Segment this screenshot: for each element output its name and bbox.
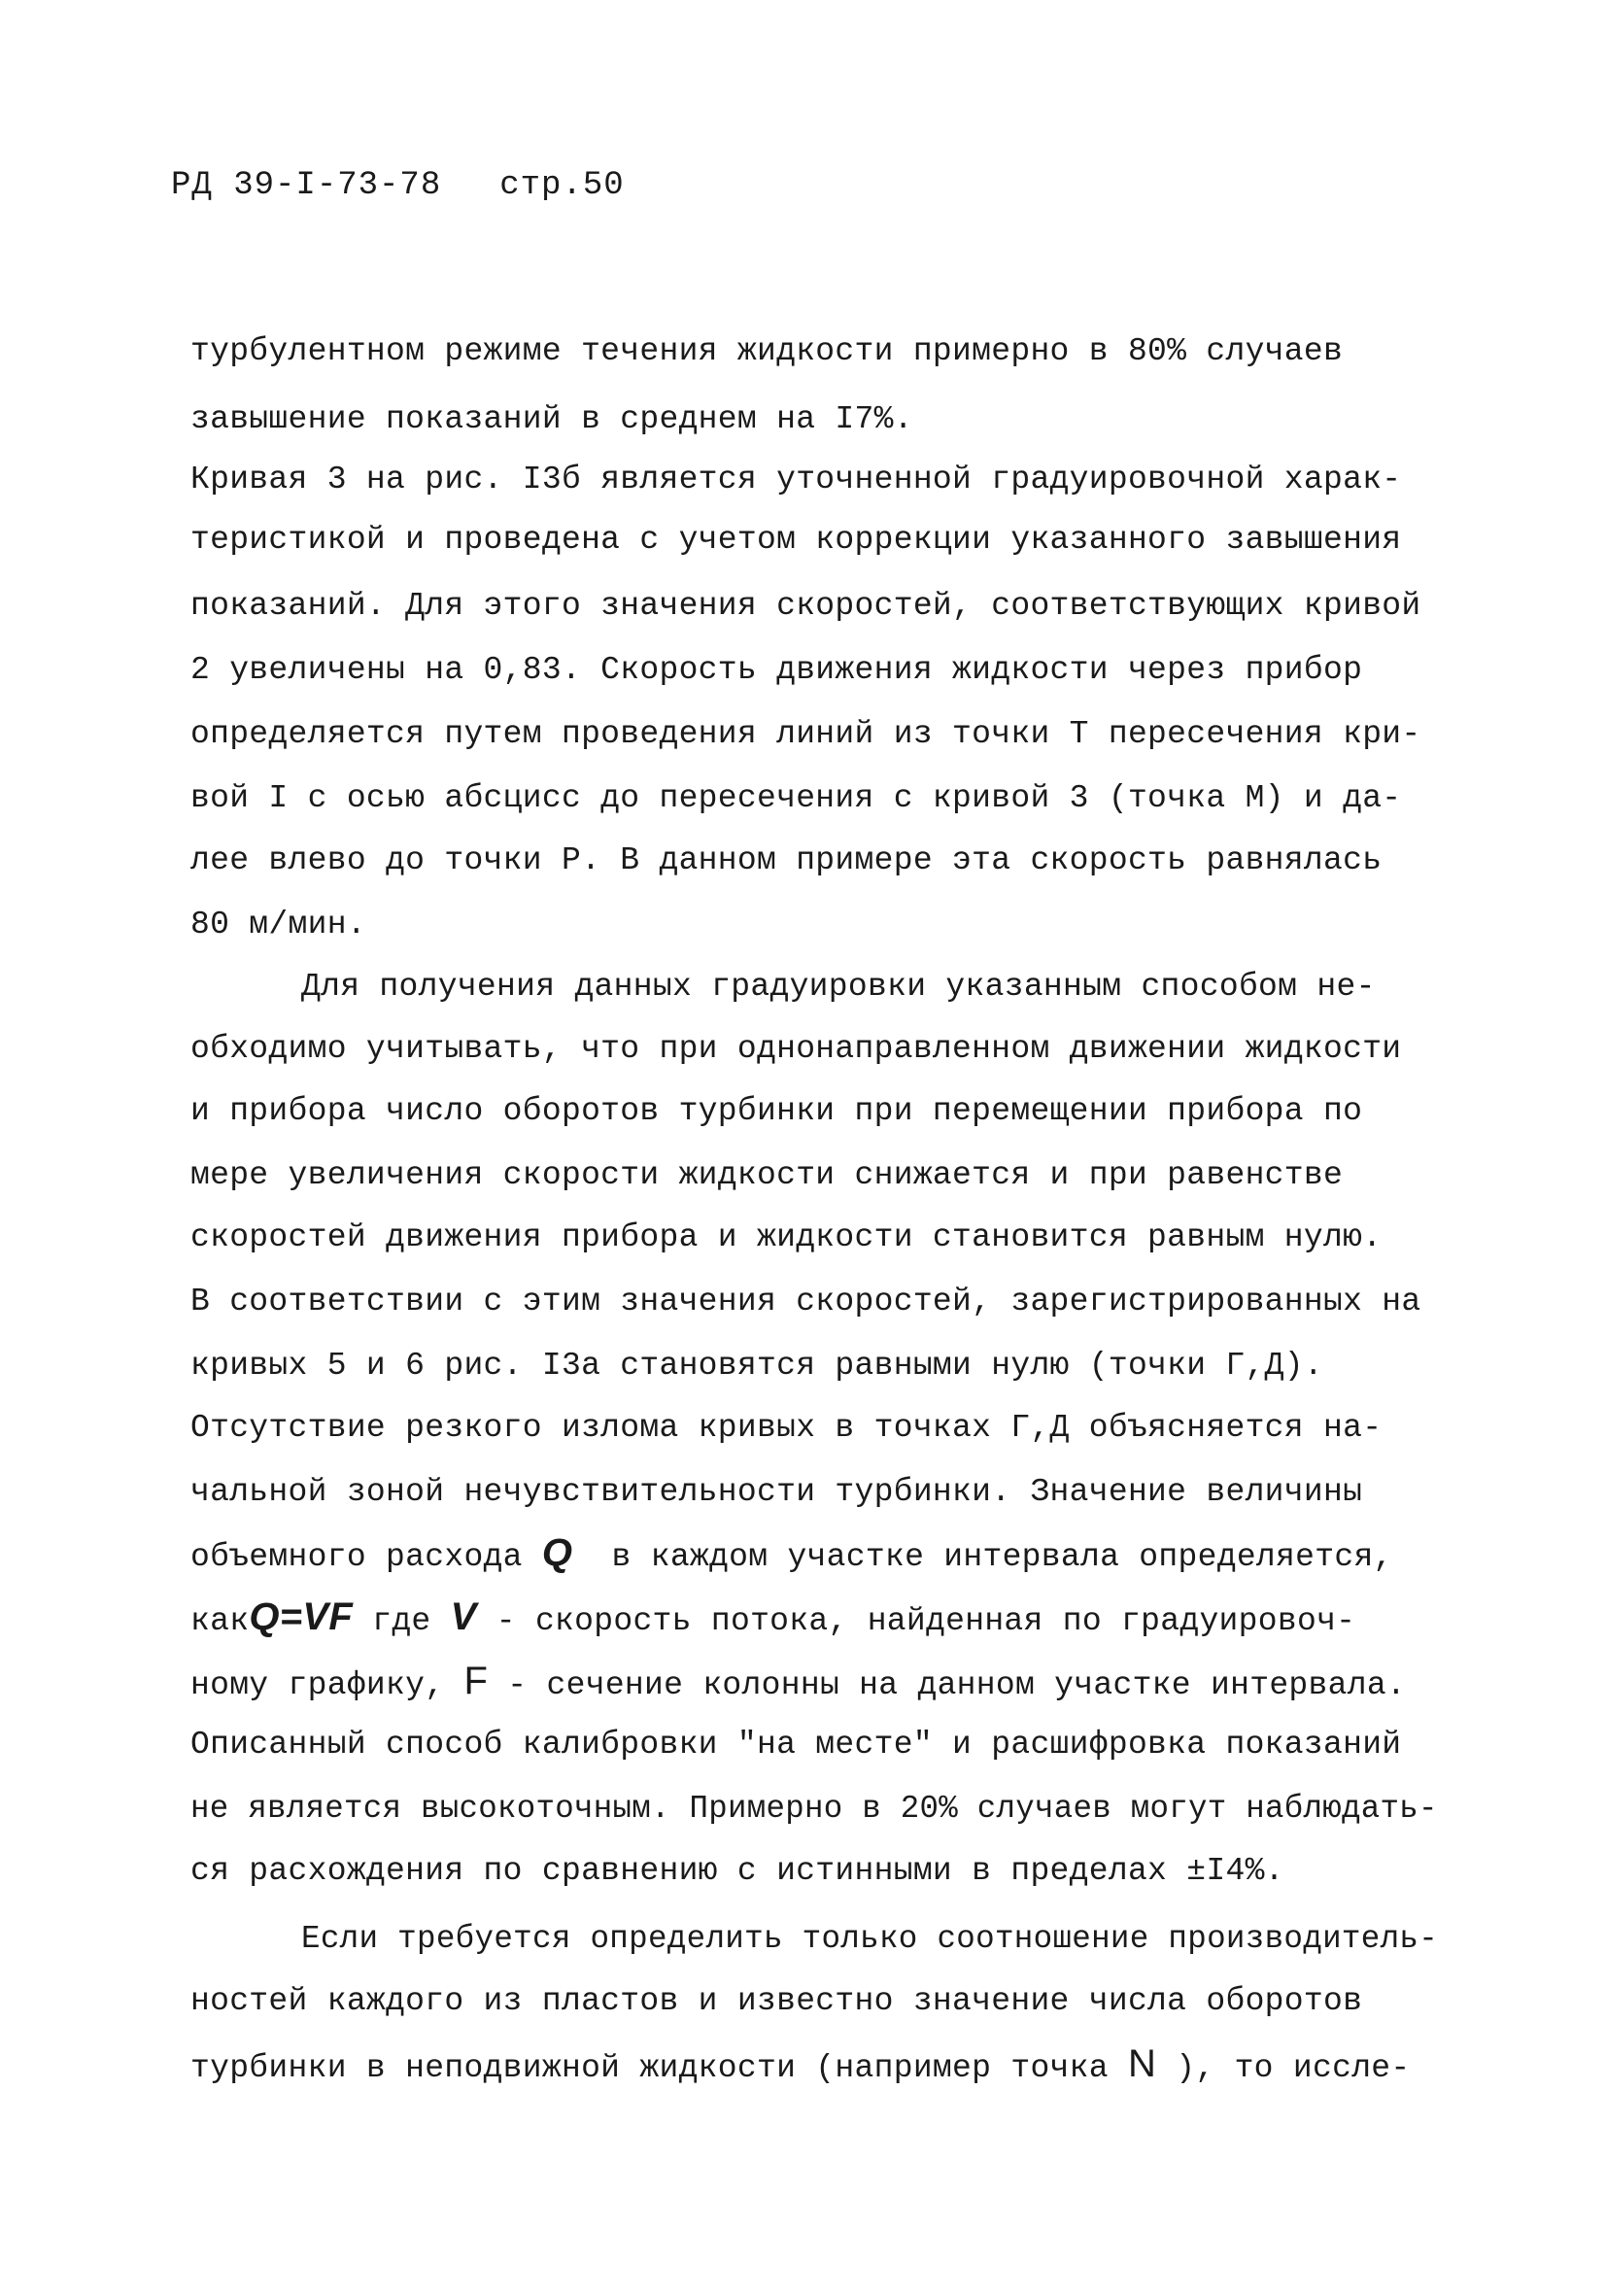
- text-line: и прибора число оборотов турбинки при перемещении прибора по: [190, 1093, 1363, 1129]
- text-segment: объемного расхода: [190, 1539, 523, 1575]
- text-segment: в каждом участке интервала определяется,: [611, 1539, 1393, 1575]
- symbol-q: Q: [541, 1531, 573, 1574]
- text-line: не является высокоточным. Примерно в 20% случаев могут наблюдать-: [190, 1791, 1438, 1827]
- text-line: 80 м/мин.: [190, 907, 366, 942]
- text-line: скоростей движения прибора и жидкости становится равным нулю.: [190, 1219, 1383, 1255]
- text-segment: - скорость потока, найденная по градуировоч-: [495, 1603, 1356, 1639]
- text-line: [190, 1533, 1393, 1577]
- formula: Q=VF: [249, 1595, 354, 1638]
- text-line: лее влево до точки Р. В данном примере эта скорость равнялась: [190, 842, 1383, 878]
- text-line: показаний. Для этого значения скоростей, соответствующих кривой: [190, 588, 1421, 624]
- text-line: ся расхождения по сравнению с истинными в пределах ±I4%.: [190, 1853, 1284, 1889]
- page-number: стр.50: [499, 167, 625, 204]
- text-line: [190, 2044, 1411, 2088]
- text-line: Отсутствие резкого излома кривых в точках Г,Д объясняется на-: [190, 1410, 1383, 1446]
- text-segment: ному графику,: [190, 1667, 445, 1703]
- text-line: обходимо учитывать, что при однонаправленном движении жидкости: [190, 1031, 1402, 1067]
- text-segment: как: [190, 1603, 250, 1639]
- text-segment: - сечение колонны на данном участке интервала.: [507, 1667, 1407, 1703]
- text-line: ностей каждого из пластов и известно значение числа оборотов: [190, 1983, 1363, 2019]
- text-segment: ), то иссле-: [1176, 2050, 1411, 2086]
- text-line: [190, 1662, 1406, 1705]
- text-line: Кривая 3 на рис. I3б является уточненной градуировочной харак-: [190, 462, 1402, 497]
- text-line: определяется путем проведения линий из точки Т пересечения кри-: [190, 716, 1421, 752]
- symbol-v: V: [450, 1595, 477, 1638]
- symbol-n: N: [1127, 2042, 1157, 2085]
- page-header: [171, 167, 625, 204]
- text-line: 2 увеличены на 0,83. Скорость движения жидкости через прибор: [190, 652, 1363, 688]
- symbol-f: F: [463, 1660, 489, 1702]
- text-line: кривых 5 и 6 рис. I3а становятся равными нулю (точки Г,Д).: [190, 1348, 1323, 1384]
- text-line: [190, 1597, 1355, 1641]
- document-number: РД 39-I-73-78: [171, 167, 442, 204]
- text-line: турбулентном режиме течения жидкости примерно в 80% случаев: [190, 333, 1344, 369]
- text-line: Описанный способ калибровки "на месте" и расшифровка показаний: [190, 1727, 1402, 1763]
- text-line: вой I с осью абсцисс до пересечения с кривой 3 (точка М) и да-: [190, 780, 1402, 816]
- text-segment: где: [372, 1603, 431, 1639]
- text-line: Если требуется определить только соотношение производитель-: [301, 1921, 1439, 1957]
- text-line: чальной зоной нечувствительности турбинки. Значение величины: [190, 1474, 1363, 1510]
- text-line: завышение показаний в среднем на I7%.: [190, 401, 913, 437]
- text-line: В соответствии с этим значения скоростей, зарегистрированных на: [190, 1284, 1421, 1319]
- text-line: Для получения данных градуировки указанным способом не-: [301, 969, 1376, 1005]
- text-line: мере увеличения скорости жидкости снижается и при равенстве: [190, 1157, 1344, 1193]
- text-segment: турбинки в неподвижной жидкости (например точка: [190, 2050, 1109, 2086]
- text-line: теристикой и проведена с учетом коррекции указанного завышения: [190, 522, 1402, 558]
